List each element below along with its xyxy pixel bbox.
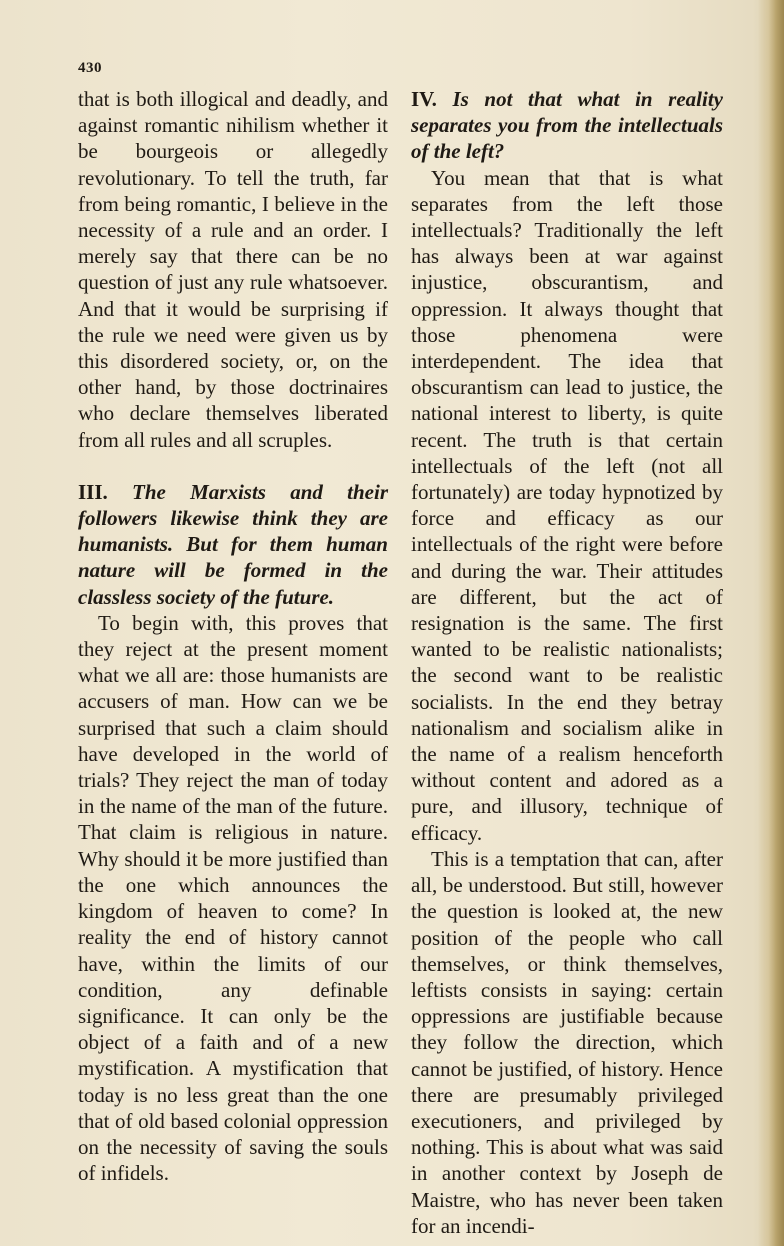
question-number: III. [78,479,108,504]
left-column [78,86,388,1186]
question-four [411,86,723,165]
book-spine-shadow [758,0,784,1246]
right-column [411,86,723,1239]
answer-paragraph: You mean that that is what separates from the left those intellectuals? Traditionally the left has always been at war against injustice, obscurantism, and oppression. It always thought that those phenomena were interdependent. The idea that obscurantism can lead to justice, the national interest to liberty, is quite recent. The truth is that certain intellectuals of the left (not all fortunately) are today hypnotized by force and efficacy as our intellectuals of the right were before and during the war. Their attitudes are different, but the act of resignation is the same. The first wanted to be realistic nationalists; the second want to be realistic socialists. In the end they betray nationalism and socialism alike in the name of a realism henceforth without content and adored as a pure, and illusory, technique of efficacy. [411,165,723,845]
paragraph-continuation: that is both illogical and deadly, and against romantic nihilism whether it be bourgeois or allegedly revolutionary. To tell the truth, far from being romantic, I believe in the necessity of a rule and an order. I merely say that there can be no question of just any rule whatsoever. And that it would be surprising if the rule we need were given us by this disordered society, or, on the other hand, by those doctrinaires who declare themselves liberated from all rules and all scruples. [78,87,388,452]
page-number: 430 [78,60,102,76]
question-text: Is not that what in reality separates you from the intellectuals of the left? [411,87,723,164]
question-three [78,479,388,610]
question-text: The Marxists and their followers likewise think they are humanists. But for them human nature will be formed in the classless society of the future. [78,479,388,609]
question-number: IV. [411,87,437,111]
answer-paragraph: To begin with, this proves that they reject at the present moment what we all are: those humanists are accusers of man. How can we be surprised that such a claim should have developed in the world of trials? They reject the man of today in the name of the man of the future. That claim is religious in nature. Why should it be more justified than the one which announces the kingdom of heaven to come? In reality the end of history cannot have, within the limits of our condition, any definable significance. It can only be the object of a faith and of a new mystification. A mystification that today is no less great than the one that of old based colonial oppression on the necessity of saving the souls of infidels. [78,610,388,1186]
answer-paragraph: This is a temptation that can, after all, be understood. But still, however the question is looked at, the new position of the people who call themselves, or think themselves, leftists consists in saying: certain oppressions are justifiable because they follow the direction, which cannot be justified, of history. Hence there are presumably privileged executioners, and privileged by nothing. This is about what was said in another context by Joseph de Maistre, who has never been taken for an incendi- [411,846,723,1238]
